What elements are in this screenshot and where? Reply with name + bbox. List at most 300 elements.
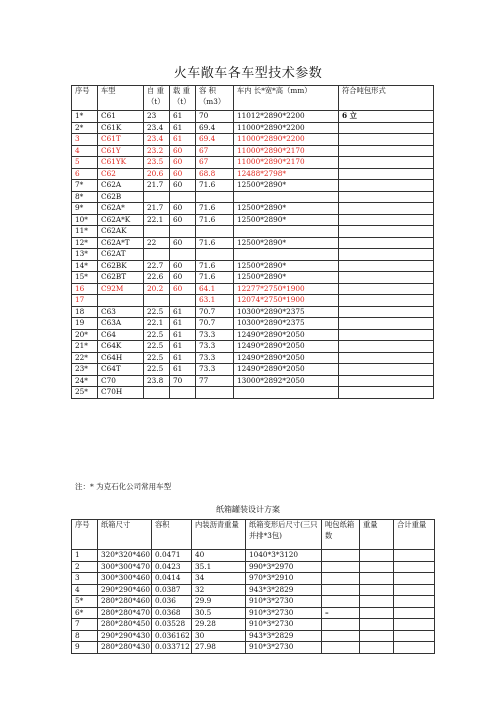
- table-cell: [339, 260, 434, 272]
- table-cell: 910*3*2730: [246, 642, 322, 654]
- table-cell: 21.7: [144, 203, 170, 215]
- table-cell: [170, 226, 196, 238]
- table-row: [72, 596, 435, 608]
- table-cell: C61: [98, 111, 144, 123]
- table-row: [72, 550, 435, 562]
- table-cell: 12*: [72, 237, 98, 249]
- table-cell: 970*3*2910: [246, 573, 322, 585]
- table-cell: [360, 607, 394, 619]
- table-cell: 12500*2890*: [234, 214, 339, 226]
- table-cell: 71.6: [196, 214, 234, 226]
- table-cell: 14*: [72, 260, 98, 272]
- table-row: [72, 237, 434, 249]
- table-cell: [360, 630, 394, 642]
- table-cell: 20*: [72, 329, 98, 341]
- table-cell: [360, 584, 394, 596]
- page-title: 火车敞车各车型技术参数: [173, 66, 323, 81]
- table-cell: [394, 596, 435, 608]
- table-cell: [322, 550, 360, 562]
- table-cell: 60: [170, 272, 196, 284]
- table-cell: 12490*2890*2050: [234, 352, 339, 364]
- table-row: [72, 168, 434, 180]
- header-cell: 序号: [72, 520, 98, 550]
- table-cell: 61: [170, 306, 196, 318]
- table-cell: [394, 550, 435, 562]
- table-cell: 60: [170, 237, 196, 249]
- table-cell: 73.3: [196, 341, 234, 353]
- table-cell: 73.3: [196, 352, 234, 364]
- table-cell: 7*: [72, 180, 98, 192]
- table-cell: 71.6: [196, 203, 234, 215]
- table-cell: 70: [170, 375, 196, 387]
- table-cell: C92M: [98, 283, 144, 295]
- table-row: [72, 134, 434, 146]
- header-cell: 内装沥青重量: [192, 520, 246, 550]
- table-cell: [360, 573, 394, 585]
- table-cell: [360, 642, 394, 654]
- table-cell: C61Y: [98, 145, 144, 157]
- table-cell: [360, 596, 394, 608]
- table-cell: C62AK: [98, 226, 144, 238]
- table-cell: 290*290*460: [98, 584, 152, 596]
- header-cell: 纸箱变形后尺寸(三只并排*3包): [246, 520, 322, 550]
- table-row: [72, 295, 434, 307]
- table-cell: C61K: [98, 122, 144, 134]
- table-cell: C62: [98, 168, 144, 180]
- table-cell: C62A: [98, 180, 144, 192]
- table-cell: 25*: [72, 387, 98, 399]
- table-cell: 22.5: [144, 364, 170, 376]
- table-cell: 61: [170, 318, 196, 330]
- table-cell: 21*: [72, 341, 98, 353]
- table-cell: 67: [196, 145, 234, 157]
- table-cell: [170, 249, 196, 261]
- header-cell: 容积: [152, 520, 192, 550]
- table-cell: [339, 352, 434, 364]
- table-cell: 12500*2890*: [234, 203, 339, 215]
- table-header-row: [72, 520, 435, 550]
- table-cell: 1040*3*3120: [246, 550, 322, 562]
- table-cell: [196, 249, 234, 261]
- table-cell: 32: [192, 584, 246, 596]
- table-cell: 6 立: [339, 111, 434, 123]
- table-cell: 70: [196, 111, 234, 123]
- table-cell: 0.033712: [152, 642, 192, 654]
- table-cell: 23: [144, 111, 170, 123]
- table-row: [72, 364, 434, 376]
- table-cell: 0.0368: [152, 607, 192, 619]
- table-cell: 61: [170, 329, 196, 341]
- table-cell: 22.1: [144, 214, 170, 226]
- table-cell: [394, 630, 435, 642]
- table-row: [72, 306, 434, 318]
- header-cell: 自 重 （t）: [144, 86, 170, 111]
- table-cell: 12500*2890*: [234, 272, 339, 284]
- table-cell: 15*: [72, 272, 98, 284]
- table-cell: 61: [170, 352, 196, 364]
- table-cell: 60: [170, 168, 196, 180]
- table-cell: 40: [192, 550, 246, 562]
- table-cell: 12490*2890*2050: [234, 341, 339, 353]
- section-subtitle: 纸箱罐装设计方案: [216, 505, 280, 514]
- table-cell: 61: [170, 134, 196, 146]
- table-cell: 1: [72, 550, 98, 562]
- table-cell: [196, 387, 234, 399]
- table-cell: [322, 584, 360, 596]
- table-cell: [339, 329, 434, 341]
- table-cell: C63: [98, 306, 144, 318]
- table-cell: [196, 191, 234, 203]
- table-cell: 23*: [72, 364, 98, 376]
- header-cell: 重量: [360, 520, 394, 550]
- table-cell: 300*300*460: [98, 573, 152, 585]
- table-cell: 70.7: [196, 318, 234, 330]
- header-cell: 纸箱尺寸: [98, 520, 152, 550]
- table-row: [72, 180, 434, 192]
- table-cell: 11*: [72, 226, 98, 238]
- table-cell: 12500*2890*: [234, 180, 339, 192]
- table-cell: 11000*2890*2200: [234, 122, 339, 134]
- header-cell: 合计重量: [394, 520, 435, 550]
- table-row: [72, 272, 434, 284]
- table-row: [72, 561, 435, 573]
- table-cell: [339, 157, 434, 169]
- table-row: [72, 122, 434, 134]
- table-row: [72, 283, 434, 295]
- table-row: [72, 191, 434, 203]
- table-cell: 0.03528: [152, 619, 192, 631]
- table-cell: 12500*2890*: [234, 260, 339, 272]
- table-cell: [339, 191, 434, 203]
- table-cell: 29.9: [192, 596, 246, 608]
- table-cell: [360, 619, 394, 631]
- table-row: [72, 630, 435, 642]
- table-cell: 0.0387: [152, 584, 192, 596]
- table-cell: 22*: [72, 352, 98, 364]
- table-cell: 11000*2890*2170: [234, 145, 339, 157]
- table-cell: 22.7: [144, 260, 170, 272]
- header-cell: 车内 长*宽*高（mm）: [234, 86, 339, 111]
- table-row: [72, 318, 434, 330]
- table-cell: 5*: [72, 596, 98, 608]
- table-cell: [322, 619, 360, 631]
- table-cell: 60: [170, 145, 196, 157]
- header-cell: 容 积 （m3）: [196, 86, 234, 111]
- table-cell: –: [322, 607, 360, 619]
- table-cell: [394, 607, 435, 619]
- table-cell: [339, 214, 434, 226]
- table-cell: 67: [196, 157, 234, 169]
- table-cell: [339, 203, 434, 215]
- table-cell: 12500*2890*: [234, 237, 339, 249]
- table-cell: 27.98: [192, 642, 246, 654]
- table-cell: 61: [170, 111, 196, 123]
- table-cell: 23.4: [144, 122, 170, 134]
- table-cell: [394, 573, 435, 585]
- table-cell: [339, 364, 434, 376]
- table-cell: 69.4: [196, 122, 234, 134]
- table-cell: 18: [72, 306, 98, 318]
- table-cell: 71.6: [196, 180, 234, 192]
- table-cell: [339, 283, 434, 295]
- table-cell: 64.1: [196, 283, 234, 295]
- table-cell: [339, 145, 434, 157]
- table-row: [72, 145, 434, 157]
- table-cell: 77: [196, 375, 234, 387]
- table-cell: [394, 584, 435, 596]
- table-cell: [339, 318, 434, 330]
- table-cell: 2: [72, 561, 98, 573]
- table-cell: 29.28: [192, 619, 246, 631]
- table-cell: [339, 306, 434, 318]
- table-row: [72, 341, 434, 353]
- table-row: [72, 203, 434, 215]
- table-cell: 22: [144, 237, 170, 249]
- table-cell: 12488*2798*: [234, 168, 339, 180]
- table-row: [72, 607, 435, 619]
- table-cell: C62A*K: [98, 214, 144, 226]
- table-cell: 0.036: [152, 596, 192, 608]
- table-cell: [339, 295, 434, 307]
- header-cell: 车型: [98, 86, 144, 111]
- table-cell: 60: [170, 214, 196, 226]
- table-cell: [339, 122, 434, 134]
- table-cell: C64H: [98, 352, 144, 364]
- table-cell: [144, 387, 170, 399]
- table-cell: 71.6: [196, 237, 234, 249]
- table-row: [72, 387, 434, 399]
- table-cell: 22.5: [144, 341, 170, 353]
- table-cell: 61: [170, 122, 196, 134]
- table-cell: C62B: [98, 191, 144, 203]
- table-cell: [170, 295, 196, 307]
- table-cell: 300*300*470: [98, 561, 152, 573]
- table-cell: 11012*2890*2200: [234, 111, 339, 123]
- table-cell: 60: [170, 157, 196, 169]
- table-row: [72, 111, 434, 123]
- table-cell: 61: [170, 341, 196, 353]
- table-cell: 73.3: [196, 329, 234, 341]
- table-cell: 21.7: [144, 180, 170, 192]
- table-cell: 22.5: [144, 329, 170, 341]
- table-cell: C64: [98, 329, 144, 341]
- table-cell: 0.0423: [152, 561, 192, 573]
- table-cell: 3: [72, 134, 98, 146]
- table-cell: 20.6: [144, 168, 170, 180]
- table-cell: 22.5: [144, 306, 170, 318]
- header-cell: 吨包纸箱数: [322, 520, 360, 550]
- table-cell: [339, 249, 434, 261]
- table-cell: 30: [192, 630, 246, 642]
- table-cell: 11000*2890*2170: [234, 157, 339, 169]
- table-cell: 7: [72, 619, 98, 631]
- table-cell: [394, 561, 435, 573]
- table-cell: [144, 295, 170, 307]
- table-row: [72, 249, 434, 261]
- table-cell: 12490*2890*2050: [234, 329, 339, 341]
- table-cell: [339, 134, 434, 146]
- table-cell: 23.2: [144, 145, 170, 157]
- table-cell: [196, 226, 234, 238]
- table-cell: 943*3*2829: [246, 584, 322, 596]
- table-cell: 12277*2750*1900: [234, 283, 339, 295]
- table-cell: [144, 191, 170, 203]
- table-cell: 24*: [72, 375, 98, 387]
- table-note: 注：* 为克石化公司常用车型: [75, 482, 172, 491]
- table-cell: C64K: [98, 341, 144, 353]
- table-cell: 71.6: [196, 260, 234, 272]
- table-cell: 9*: [72, 203, 98, 215]
- table-cell: C62A*: [98, 203, 144, 215]
- table-cell: 320*320*460: [98, 550, 152, 562]
- table-row: [72, 584, 435, 596]
- table-cell: 35.1: [192, 561, 246, 573]
- table-cell: 22.6: [144, 272, 170, 284]
- table-cell: 69.4: [196, 134, 234, 146]
- table-cell: [339, 168, 434, 180]
- table-cell: 16: [72, 283, 98, 295]
- table-cell: 22.5: [144, 352, 170, 364]
- table-cell: [339, 226, 434, 238]
- table-cell: [322, 596, 360, 608]
- table-cell: 9: [72, 642, 98, 654]
- table-cell: [144, 226, 170, 238]
- table-cell: [234, 249, 339, 261]
- table-cell: 10300*2890*2375: [234, 318, 339, 330]
- table-cell: 1*: [72, 111, 98, 123]
- table-row: [72, 375, 434, 387]
- table-cell: [322, 573, 360, 585]
- table-cell: C63A: [98, 318, 144, 330]
- table-cell: C61T: [98, 134, 144, 146]
- table-cell: [394, 619, 435, 631]
- table-cell: 2*: [72, 122, 98, 134]
- table-cell: [322, 561, 360, 573]
- table-cell: 4: [72, 145, 98, 157]
- table-cell: 19: [72, 318, 98, 330]
- table-cell: 73.3: [196, 364, 234, 376]
- table-cell: 61: [170, 364, 196, 376]
- table-cell: 12074*2750*1900: [234, 295, 339, 307]
- table-cell: [322, 642, 360, 654]
- table-cell: 11000*2890*2200: [234, 134, 339, 146]
- table-cell: C70: [98, 375, 144, 387]
- table-cell: 6: [72, 168, 98, 180]
- table-cell: 280*280*470: [98, 607, 152, 619]
- table-cell: C62BK: [98, 260, 144, 272]
- table-cell: 60: [170, 260, 196, 272]
- table-cell: [234, 226, 339, 238]
- table-row: [72, 157, 434, 169]
- table-cell: 910*3*2730: [246, 607, 322, 619]
- table-cell: [234, 191, 339, 203]
- table-cell: 30.5: [192, 607, 246, 619]
- table-header-row: [72, 86, 434, 111]
- table-cell: 0.0471: [152, 550, 192, 562]
- table-cell: [322, 630, 360, 642]
- table-cell: [144, 249, 170, 261]
- table-cell: C61YK: [98, 157, 144, 169]
- table-cell: 60: [170, 283, 196, 295]
- carton-design-table: [71, 519, 435, 654]
- table-cell: 10300*2890*2375: [234, 306, 339, 318]
- table-cell: 13*: [72, 249, 98, 261]
- table-cell: 23.5: [144, 157, 170, 169]
- table-cell: 910*3*2730: [246, 619, 322, 631]
- table-row: [72, 214, 434, 226]
- table-cell: 0.0414: [152, 573, 192, 585]
- table-cell: 8: [72, 630, 98, 642]
- table-cell: 60: [170, 203, 196, 215]
- table-cell: C64T: [98, 364, 144, 376]
- table-cell: [339, 237, 434, 249]
- wagon-spec-table: [71, 85, 434, 399]
- table-cell: 4: [72, 584, 98, 596]
- table-row: [72, 619, 435, 631]
- table-cell: 943*3*2829: [246, 630, 322, 642]
- table-cell: 71.6: [196, 272, 234, 284]
- table-cell: 70.7: [196, 306, 234, 318]
- table-cell: 290*290*430: [98, 630, 152, 642]
- table-cell: [339, 387, 434, 399]
- table-row: [72, 226, 434, 238]
- table-cell: [360, 550, 394, 562]
- table-cell: [394, 642, 435, 654]
- table-cell: 12490*2890*2050: [234, 364, 339, 376]
- table-cell: 23.8: [144, 375, 170, 387]
- table-cell: 60: [170, 180, 196, 192]
- table-row: [72, 260, 434, 272]
- table-cell: C70H: [98, 387, 144, 399]
- table-cell: 6*: [72, 607, 98, 619]
- table-cell: 34: [192, 573, 246, 585]
- table-cell: 20.2: [144, 283, 170, 295]
- table-cell: 280*280*450: [98, 619, 152, 631]
- table-cell: [234, 387, 339, 399]
- table-cell: 280*280*430: [98, 642, 152, 654]
- table-cell: [170, 191, 196, 203]
- table-row: [72, 329, 434, 341]
- table-cell: [339, 341, 434, 353]
- table-cell: 22.1: [144, 318, 170, 330]
- header-cell: 符合吨包形式: [339, 86, 434, 111]
- table-cell: [170, 387, 196, 399]
- table-cell: 13000*2892*2050: [234, 375, 339, 387]
- table-cell: 5: [72, 157, 98, 169]
- table-cell: C62A*T: [98, 237, 144, 249]
- table-cell: 0.036162: [152, 630, 192, 642]
- table-cell: [339, 180, 434, 192]
- table-cell: [339, 272, 434, 284]
- header-cell: 载 重 （t）: [170, 86, 196, 111]
- table-cell: 280*280*460: [98, 596, 152, 608]
- table-cell: 23.4: [144, 134, 170, 146]
- table-cell: 3: [72, 573, 98, 585]
- table-row: [72, 352, 434, 364]
- table-cell: [98, 295, 144, 307]
- table-cell: [360, 561, 394, 573]
- table-cell: [339, 375, 434, 387]
- table-cell: C62AT: [98, 249, 144, 261]
- table-cell: 990*3*2970: [246, 561, 322, 573]
- table-cell: 63.1: [196, 295, 234, 307]
- table-cell: C62BT: [98, 272, 144, 284]
- table-cell: 8*: [72, 191, 98, 203]
- table-cell: 910*3*2730: [246, 596, 322, 608]
- table-cell: 68.8: [196, 168, 234, 180]
- table-cell: 10*: [72, 214, 98, 226]
- table-row: [72, 642, 435, 654]
